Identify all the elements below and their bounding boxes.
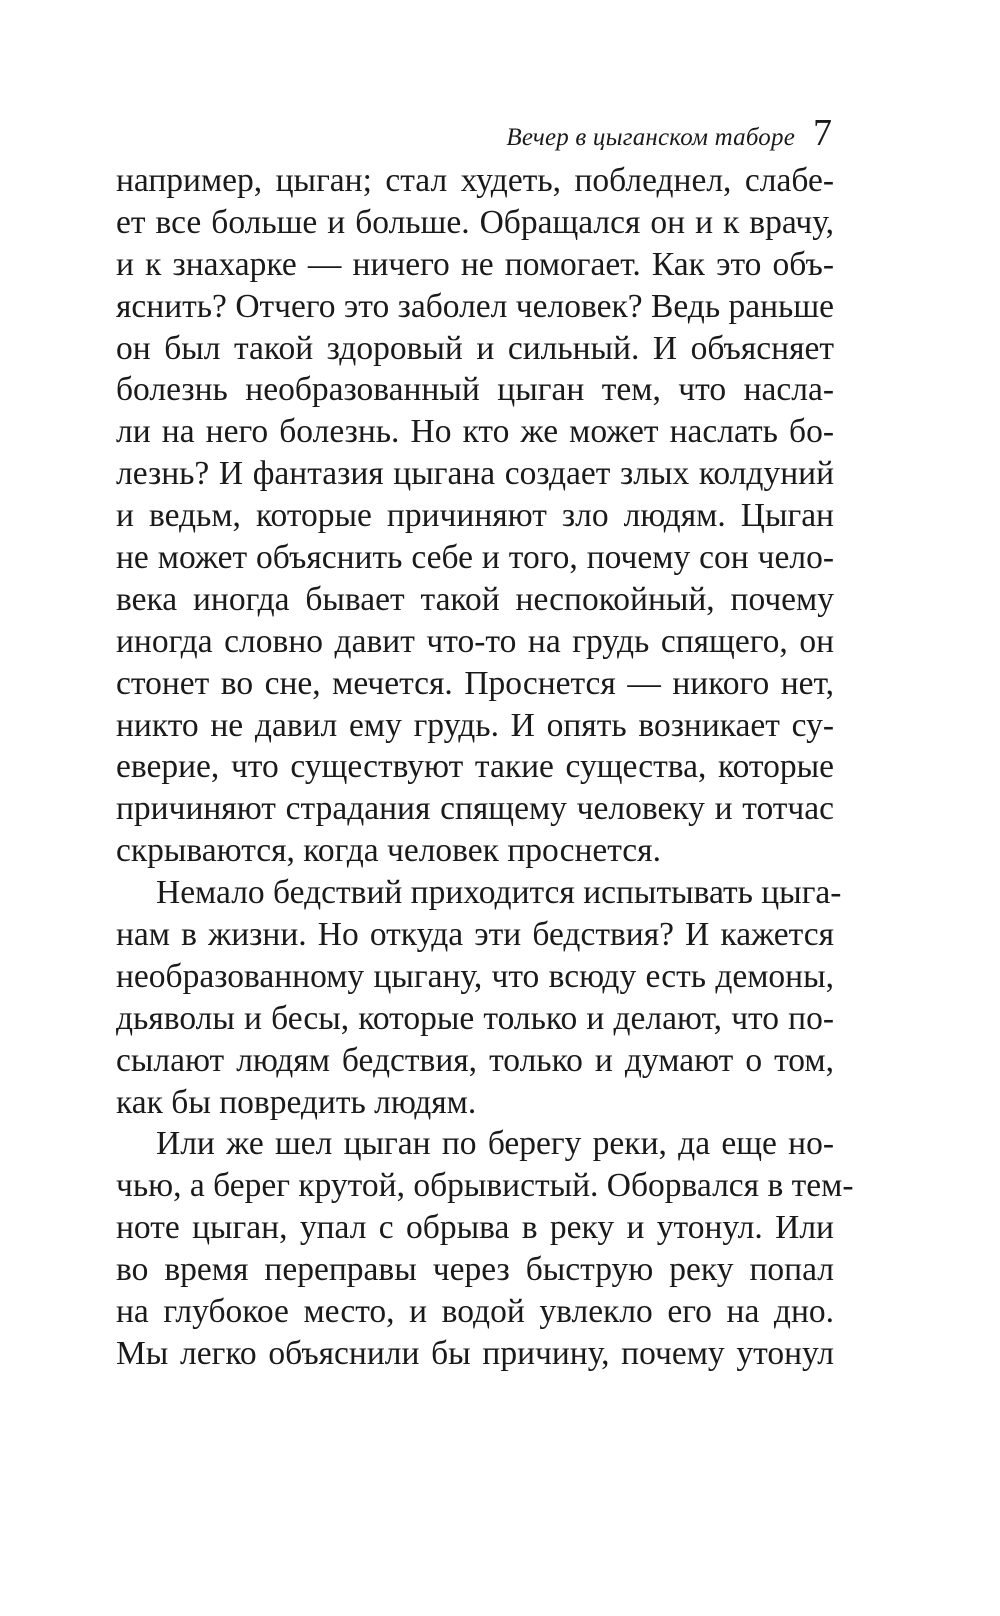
text-line: как бы повредить людям.	[116, 1083, 477, 1121]
text-line: ли на него болезнь. Но кто же может наслать бо-	[116, 413, 834, 451]
text-line: нам в жизни. Но откуда эти бедствия? И кажется	[116, 916, 834, 954]
text-line: иногда словно давит что-то на грудь спящего, он	[116, 622, 834, 660]
text-line: скрываются, когда человек проснется.	[116, 832, 661, 870]
text-line: никто не давил ему грудь. И опять возникает су-	[116, 706, 834, 744]
text-line: и ведьм, которые причиняют зло людям. Цыган	[116, 497, 834, 535]
text-line: и к знахарке — ничего не помогает. Как это объ-	[116, 245, 834, 283]
running-title: Вечер в цыганском таборе	[506, 124, 795, 151]
text-line: необразованному цыгану, что всюду есть демоны,	[116, 957, 834, 995]
text-line: ет все больше и больше. Обращался он и к врачу,	[116, 203, 834, 241]
paragraph-3	[116, 1123, 854, 1374]
paragraph-1	[116, 160, 834, 872]
text-line: еверие, что существуют такие существа, которые	[116, 748, 834, 786]
text-line: на глубокое место, и водой увлекло его на дно.	[116, 1293, 834, 1331]
page-number: 7	[813, 112, 832, 154]
text-line: во время переправы через быструю реку попал	[116, 1251, 834, 1289]
paragraph-2	[116, 872, 842, 1123]
text-line: Немало бедствий приходится испытывать цыга-	[156, 874, 842, 912]
text-line: ноте цыган, упал с обрыва в реку и утонул. Или	[116, 1209, 834, 1247]
text-line: болезнь необразованный цыган тем, что насла-	[116, 371, 834, 409]
text-line: лезнь? И фантазия цыгана создает злых колдуний	[116, 455, 834, 493]
text-line: яснить? Отчего это заболел человек? Ведь раньше	[116, 287, 834, 325]
text-line: чью, а берег крутой, обрывистый. Оборвался в тем-	[116, 1167, 854, 1205]
text-line: причиняют страдания спящему человеку и тотчас	[116, 790, 834, 828]
text-line: стонет во сне, мечется. Проснется — никого нет,	[116, 664, 834, 702]
body-text	[116, 160, 854, 1375]
text-line: сылают людям бедствия, только и думают о том,	[116, 1041, 834, 1079]
text-line: например, цыган; стал худеть, побледнел, слабе-	[116, 162, 834, 199]
text-line: дьяволы и бесы, которые только и делают, что по-	[116, 999, 834, 1037]
text-line: Или же шел цыган по берегу реки, да еще но-	[156, 1125, 834, 1163]
text-line: он был такой здоровый и сильный. И объясняет	[116, 329, 834, 367]
text-line: Мы легко объяснили бы причину, почему утонул	[116, 1334, 834, 1372]
text-line: не может объяснить себе и того, почему сон чело-	[116, 539, 834, 577]
running-head	[506, 114, 832, 152]
text-line: века иногда бывает такой неспокойный, почему	[116, 580, 834, 618]
